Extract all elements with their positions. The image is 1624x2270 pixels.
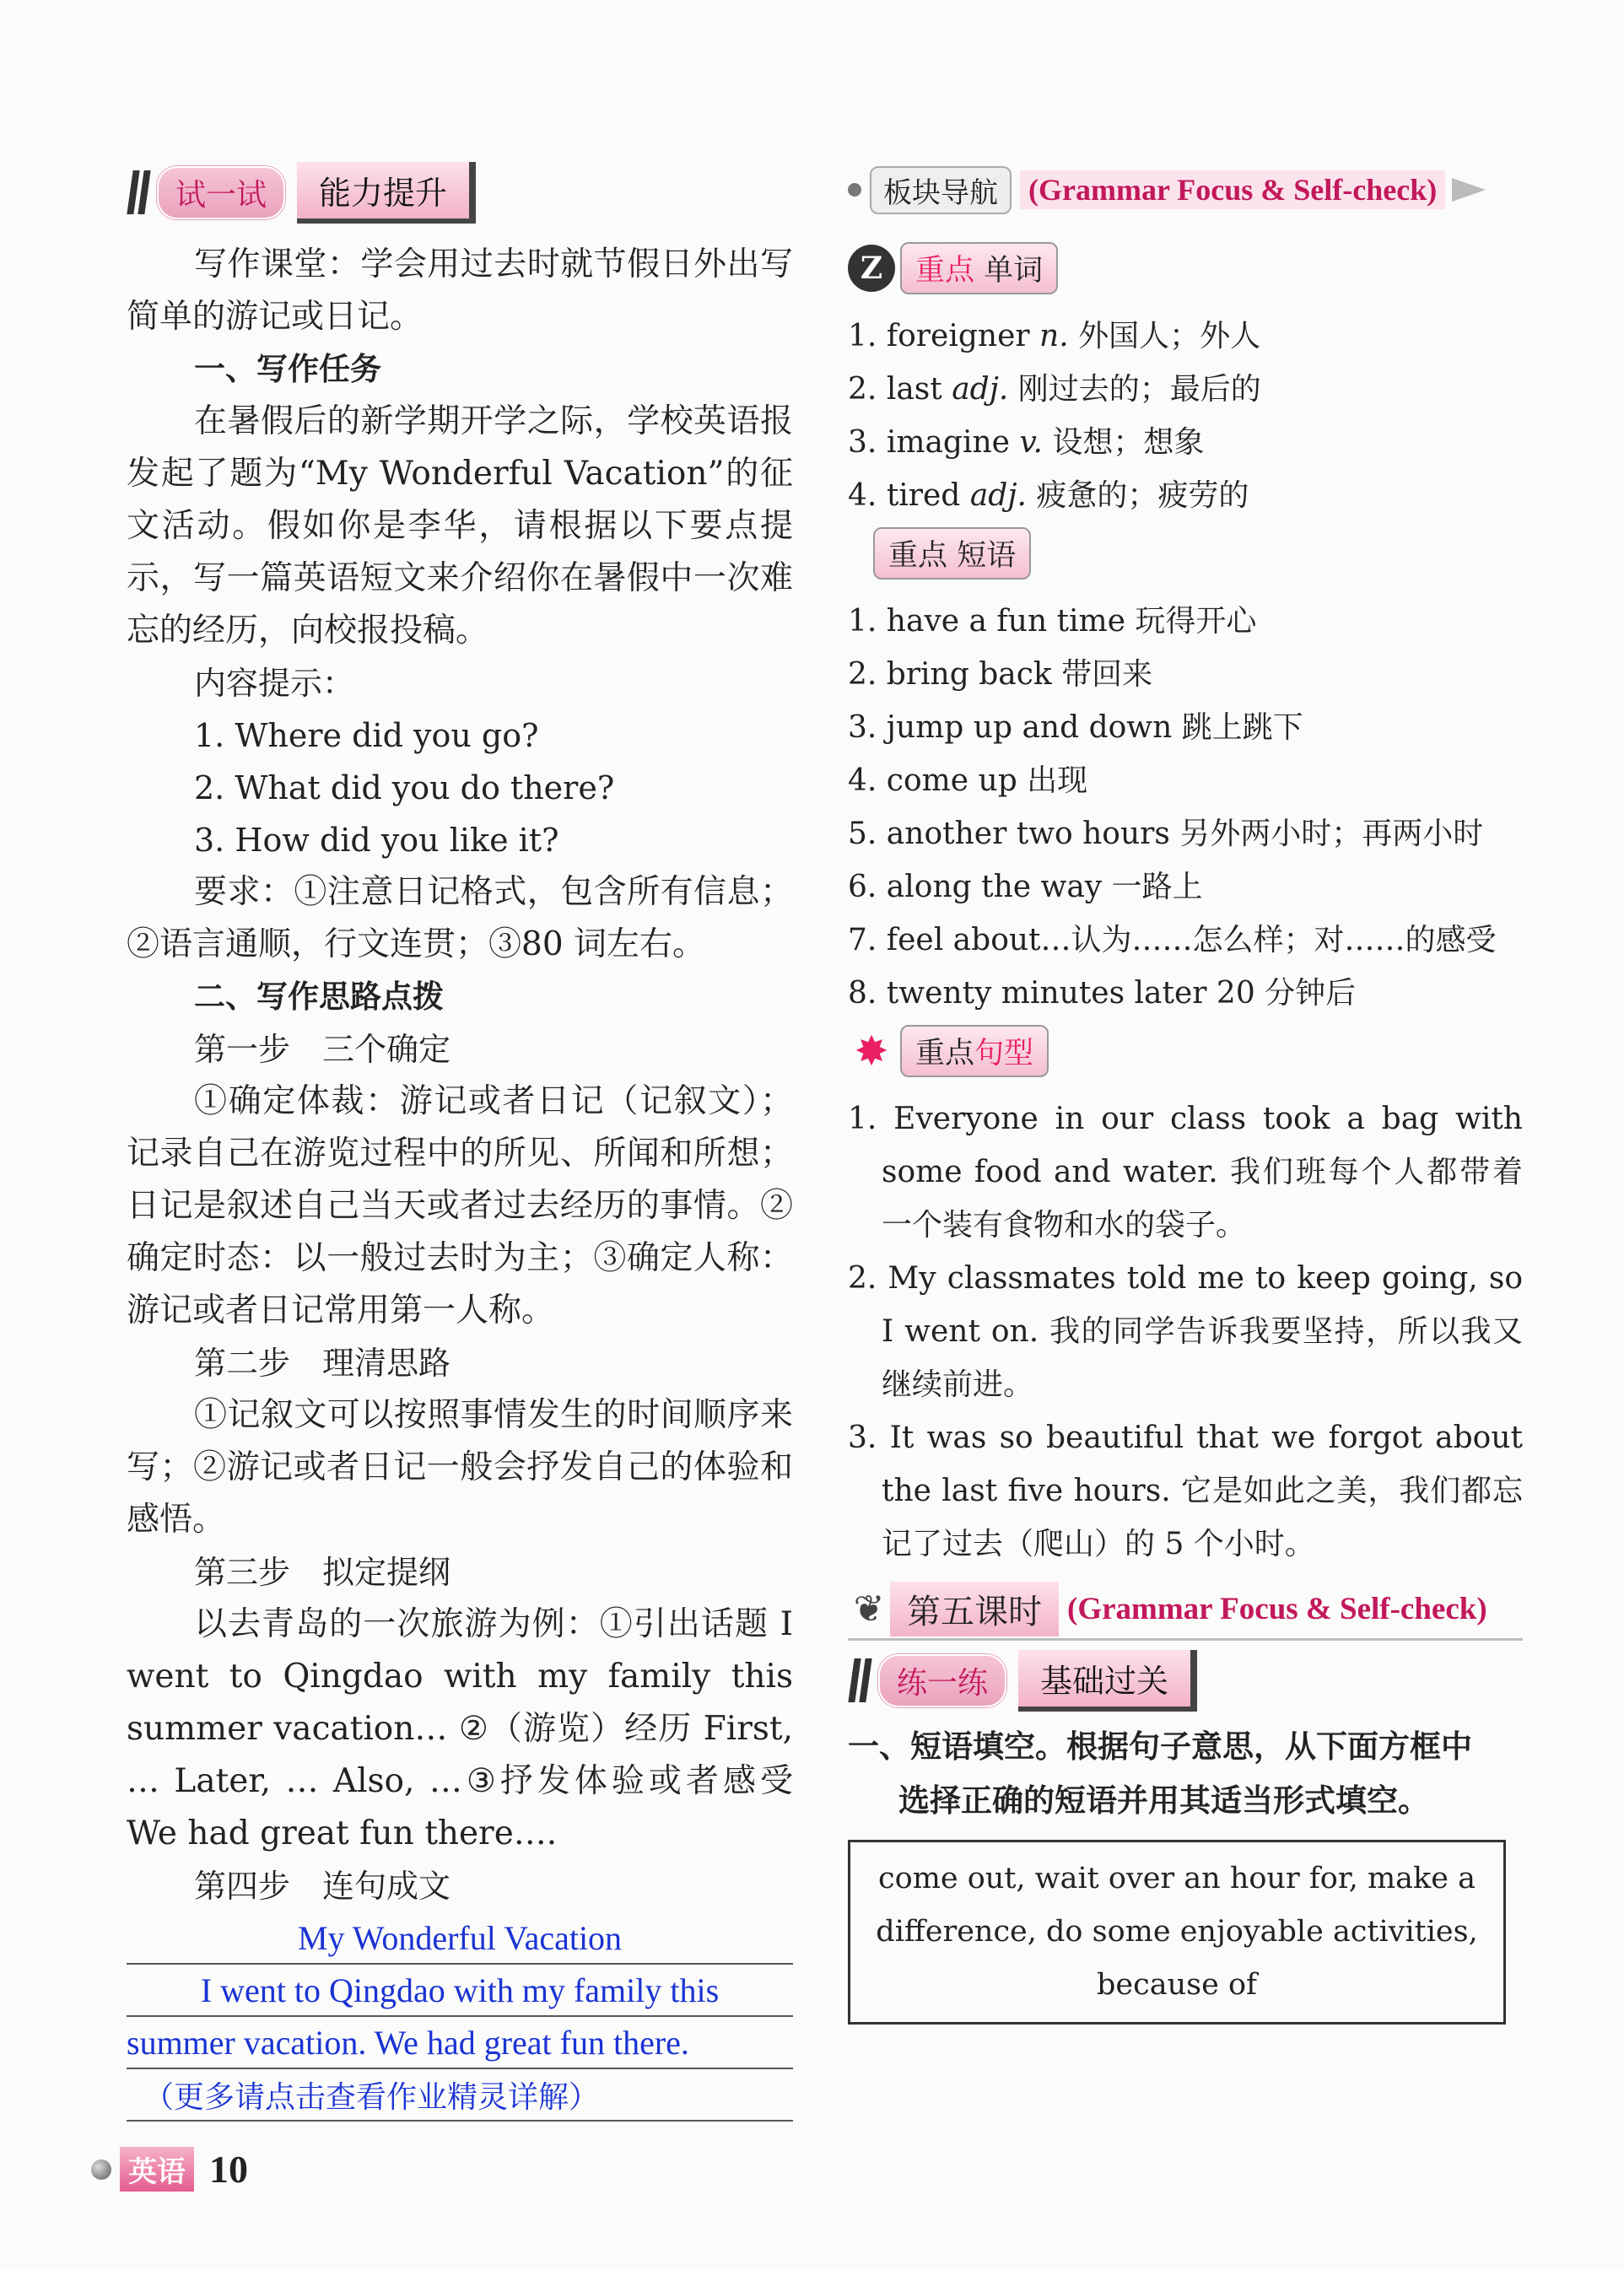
word-pos: n. [1039,319,1069,353]
heading-part: 短语 [957,539,1017,573]
step2-text: ①记叙文可以按照事情发生的时间顺序来写；②游记或者日记一般会抒发自己的体验和感悟。 [127,1396,793,1539]
list-item [848,416,1523,469]
arrow-icon [1452,178,1486,202]
list-item: 5. another two hours 另外两小时；再两小时 [848,817,1484,851]
nav-topic: (Grammar Focus & Self-check) [1020,170,1445,209]
step1-title: 第一步 三个确定 [194,1031,451,1068]
word-zh: 外国人；外人 [1078,319,1261,353]
blank-icon [848,530,868,577]
item-number: 2. [848,372,877,407]
item-number: 4. [848,478,877,513]
lesson-banner [848,1579,1523,1641]
list-item: 2. bring back 带回来 [848,657,1153,692]
heading-part: 重点 [915,254,975,288]
key-sentences-heading [848,1025,1049,1077]
key-phrases-label [873,527,1031,580]
banner-tag: 试一试 [157,166,285,219]
page-footer [91,2147,248,2192]
task-heading: 一、写作任务 [194,351,381,387]
phrase-list [848,595,1523,1020]
heading-part: 重点 [888,539,948,573]
leaf-icon: ❦ [853,1587,885,1631]
heading-part: 单词 [984,254,1044,288]
nav-label: 板块导航 [870,166,1012,214]
bullet-icon [848,183,861,197]
word-en: tired [886,478,961,513]
list-item: 6. along the way 一路上 [848,870,1203,904]
word-en: last [886,372,942,407]
hint-label: 内容提示： [194,665,355,702]
list-item: 1. have a fun time 玩得开心 [848,604,1257,639]
subject-badge: 英语 [120,2147,194,2192]
list-item [848,310,1523,363]
key-phrases-heading [848,527,1031,580]
intro-text: 写作课堂：学会用过去时就节假日外出写简单的游记或日记。 [127,245,793,336]
key-words-heading [848,242,1058,294]
z-icon: Z [848,245,895,292]
key-sentences-label [900,1025,1049,1077]
step4-title: 第四步 连句成文 [194,1868,451,1905]
banner-title: 能力提升 [297,162,476,224]
practice-banner [848,1653,1523,1708]
sentence-list [848,1092,1523,1571]
heading-part: 句型 [974,1037,1034,1070]
more-details-link[interactable]: （更多请点击查看作业精灵详解） [127,2069,793,2122]
word-pos: v. [1019,425,1043,460]
right-column [848,164,1523,2025]
double-bar-icon [127,170,152,214]
word-en: foreigner [886,319,1030,353]
ball-icon [91,2159,111,2180]
step1-text: ①确定体裁：游记或者日记（记叙文）；记录自己在游览过程中的所见、所闻和所想；日记是叙述自己当天或者过去经历的事情。②确定时态：以一般过去时为主；③确定人称：游记或者日记常用第一人称。 [127,1082,793,1329]
left-column [127,164,793,2122]
word-list [848,310,1523,522]
list-item: 4. come up 出现 [848,763,1088,798]
star-icon: ✸ [855,1029,888,1073]
step3-text: 以去青岛的一次旅游为例：①引出话题 I went to Qingdao with my family this summer vacation… ②（游览）经历 First, … Later, … Also, …③抒发体验或者感受 We had great fun there…. [127,1605,793,1852]
banner-tag: 练一练 [878,1654,1006,1707]
try-banner [127,164,793,220]
lesson-title: 第五课时 [890,1582,1059,1636]
hint-item: 3. How did you like it? [194,822,559,859]
list-item: 7. feel about…认为……怎么样；对……的感受 [848,923,1497,957]
double-bar-icon [848,1658,873,1702]
section-nav [848,164,1523,215]
banner-title: 基础过关 [1018,1650,1197,1712]
hint-item: 2. What did you do there? [194,769,615,806]
item-number: 3. [848,425,877,460]
word-en: imagine [886,425,1010,460]
step2-title: 第二步 理清思路 [194,1345,451,1382]
list-item [848,469,1523,522]
key-words-label [900,242,1058,294]
list-item: 2. My classmates told me to keep going, so I went on. 我的同学告诉我要坚持，所以我又继续前进。 [848,1261,1523,1402]
list-item: 3. It was so beautiful that we forgot about the last five hours. 它是如此之美，我们都忘记了过去（爬山）的 5 个小时。 [848,1421,1523,1561]
word-pos: adj. [969,478,1027,513]
essay-title: My Wonderful Vacation [127,1912,793,1965]
phrase-bank-box: come out, wait over an hour for, make a difference, do some enjoyable activities, because of [848,1840,1506,2025]
word-zh: 刚过去的；最后的 [1017,372,1261,407]
word-zh: 设想；想象 [1052,425,1205,460]
requirements-text: 要求：①注意日记格式，包含所有信息；②语言通顺，行文连贯；③80 词左右。 [127,873,793,963]
guide-heading: 二、写作思路点拨 [194,979,444,1015]
task1-title: 一、短语填空。根据句子意思，从下面方框中 [848,1728,1472,1765]
item-number: 1. [848,319,877,353]
list-item: 8. twenty minutes later 20 分钟后 [848,976,1357,1011]
essay-line: summer vacation. We had great fun there. [127,2017,793,2069]
list-item [848,363,1523,416]
word-zh: 疲惫的；疲劳的 [1036,478,1249,513]
essay-line: I went to Qingdao with my family this [127,1965,793,2017]
lesson-topic: (Grammar Focus & Self-check) [1067,1591,1487,1626]
list-item: 3. jump up and down 跳上跳下 [848,710,1303,745]
heading-part: 重点 [915,1037,975,1070]
step3-title: 第三步 拟定提纲 [194,1554,451,1591]
task-text: 在暑假后的新学期开学之际，学校英语报发起了题为“My Wonderful Vacation”的征文活动。假如你是李华，请根据以下要点提示，写一篇英语短文来介绍你在暑假中一次难忘的经历，向校报投稿。 [127,402,793,650]
page-number: 10 [209,2148,248,2191]
hint-item: 1. Where did you go? [194,717,539,754]
list-item: 1. Everyone in our class took a bag with some food and water. 我们班每个人都带着一个装有食物和水的袋子。 [848,1102,1523,1243]
task1-title: 选择正确的短语并用其适当形式填空。 [898,1782,1429,1819]
word-pos: adj. [952,372,1009,407]
